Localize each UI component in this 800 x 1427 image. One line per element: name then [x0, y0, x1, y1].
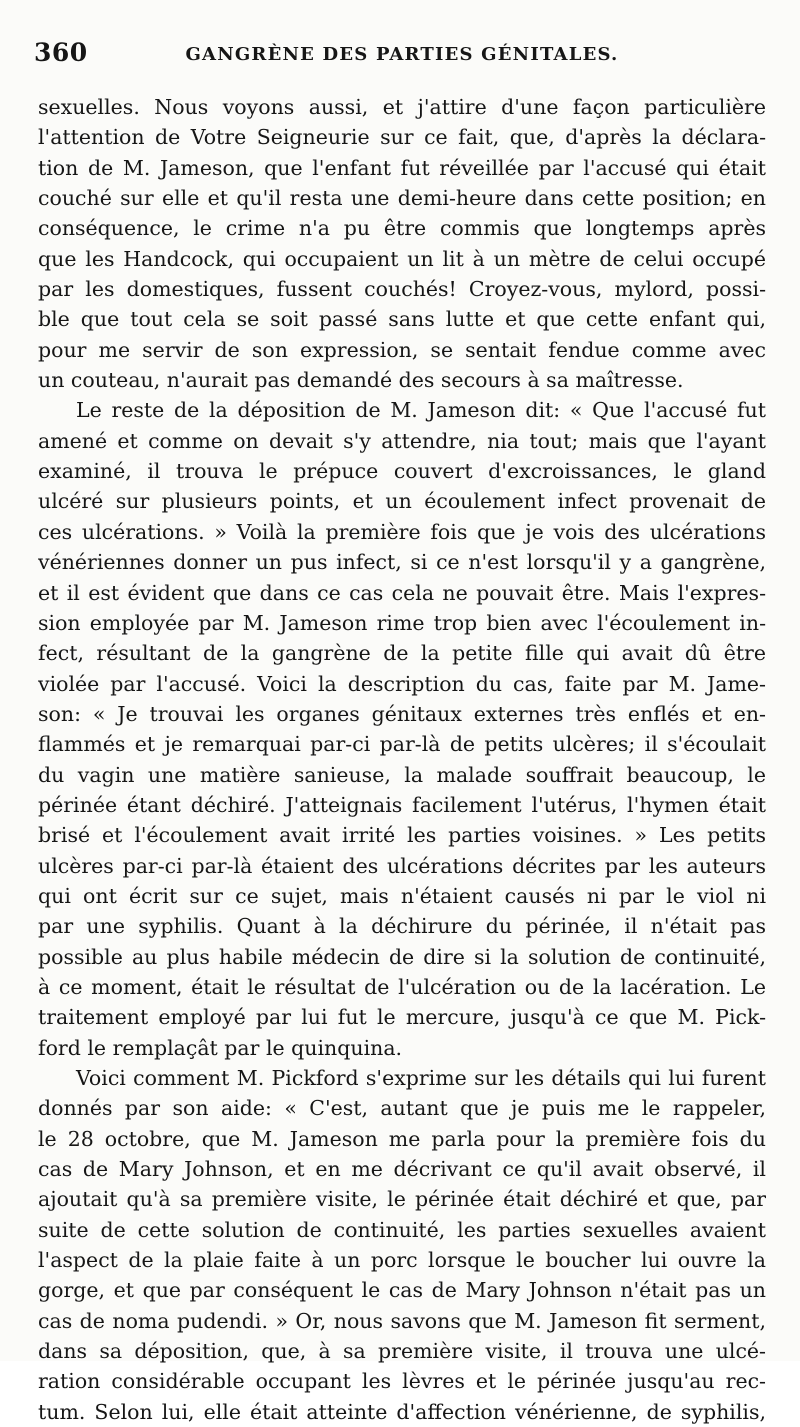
text-line: qui ont écrit sur ce sujet, mais n'étaient causés ni par le viol ni [38, 883, 766, 908]
text-line: traitement employé par lui fut le mercure, jusqu'à ce que M. Pick- [38, 1005, 766, 1030]
text-line: vénériennes donner un pus infect, si ce n'est lorsqu'il y a gangrène, [38, 550, 766, 575]
text-line: suite de cette solution de continuité, les parties sexuelles avaient [38, 1217, 766, 1242]
text-line: périnée étant déchiré. J'atteignais facilement l'utérus, l'hymen était [38, 792, 766, 817]
text-line: et il est évident que dans ce cas cela ne pouvait être. Mais l'expres- [38, 580, 766, 605]
text-line: ration considérable occupant les lèvres et le périnée jusqu'au rec- [38, 1369, 766, 1394]
text-line: ulcéré sur plusieurs points, et un écoulement infect provenait de [38, 489, 766, 514]
text-line: Voici comment M. Pickford s'exprime sur les détails qui lui furent [76, 1066, 766, 1090]
text-line: fect, résultant de la gangrène de la petite fille qui avait dû être [38, 641, 766, 666]
text-line: gorge, et que par conséquent le cas de Mary Johnson n'était pas un [38, 1278, 766, 1303]
text-line: violée par l'accusé. Voici la description du cas, faite par M. Jame- [38, 671, 766, 696]
text-line: donnés par son aide: « C'est, autant que je puis me le rappeler, [38, 1096, 766, 1121]
text-line: possible au plus habile médecin de dire si la solution de continuité, [38, 944, 766, 969]
text-line: du vagin une matière sanieuse, la malade souffrait beaucoup, le [38, 762, 766, 787]
body-text [38, 92, 766, 1427]
text-line: examiné, il trouva le prépuce couvert d'excroissances, le gland [38, 459, 766, 484]
text-line: couché sur elle et qu'il resta une demi-heure dans cette position; en [38, 186, 766, 211]
text-line: son: « Je trouvai les organes génitaux externes très enflés et en- [38, 701, 766, 726]
text-line: flammés et je remarquai par-ci par-là de petits ulcères; il s'écoulait [38, 732, 766, 757]
text-line: amené et comme on devait s'y attendre, nia tout; mais que l'ayant [38, 428, 766, 453]
text-line: Le reste de la déposition de M. Jameson dit: « Que l'accusé fut [76, 398, 766, 423]
text-line: à ce moment, était le résultat de l'ulcération ou de la lacération. Le [38, 974, 766, 999]
text-line: tum. Selon lui, elle était atteinte d'affection vénérienne, de syphilis, [38, 1399, 766, 1424]
text-line: que les Handcock, qui occupaient un lit à un mètre de celui occupé [38, 246, 766, 271]
text-line: cas de noma pudendi. » Or, nous savons que M. Jameson fit serment, [38, 1308, 766, 1333]
text-line: par une syphilis. Quant à la déchirure du périnée, il n'était pas [38, 914, 766, 939]
text-line: brisé et l'écoulement avait irrité les parties voisines. » Les petits [38, 823, 766, 848]
text-line: le 28 octobre, que M. Jameson me parla pour la première fois du [38, 1126, 766, 1151]
text-line: un couteau, n'aurait pas demandé des secours à sa maîtresse. [38, 368, 684, 393]
text-line: l'aspect de la plaie faite à un porc lorsque le boucher lui ouvre la [38, 1248, 766, 1273]
text-line: cas de Mary Johnson, et en me décrivant ce qu'il avait observé, il [38, 1157, 766, 1182]
text-line: dans sa déposition, que, à sa première visite, il trouva une ulcé- [38, 1339, 766, 1364]
running-head: GANGRÈNE DES PARTIES GÉNITALES. [185, 44, 619, 65]
text-line: ford le remplaçât par le quinquina. [38, 1035, 403, 1060]
text-line: sexuelles. Nous voyons aussi, et j'attire d'une façon particulière [38, 95, 766, 119]
page-number: 360 [34, 38, 88, 67]
text-line: ajoutait qu'à sa première visite, le périnée était déchiré et que, par [38, 1187, 766, 1212]
text-line: pour me servir de son expression, se sentait fendue comme avec [38, 337, 766, 362]
text-line: ulcères par-ci par-là étaient des ulcérations décrites par les auteurs [38, 853, 766, 878]
text-line: ble que tout cela se soit passé sans lutte et que cette enfant qui, [38, 307, 766, 332]
text-line: sion employée par M. Jameson rime trop bien avec l'écoulement in- [38, 610, 766, 635]
text-line: conséquence, le crime n'a pu être commis que longtemps après [38, 216, 766, 241]
page-header [34, 38, 770, 78]
text-line: par les domestiques, fussent couchés! Croyez-vous, mylord, possi- [38, 277, 766, 302]
text-line: tion de M. Jameson, que l'enfant fut réveillée par l'accusé qui était [38, 155, 766, 180]
text-line: ces ulcérations. » Voilà la première fois que je vois des ulcérations [38, 519, 766, 544]
text-line: l'attention de Votre Seigneurie sur ce fait, que, d'après la déclara- [38, 125, 766, 150]
